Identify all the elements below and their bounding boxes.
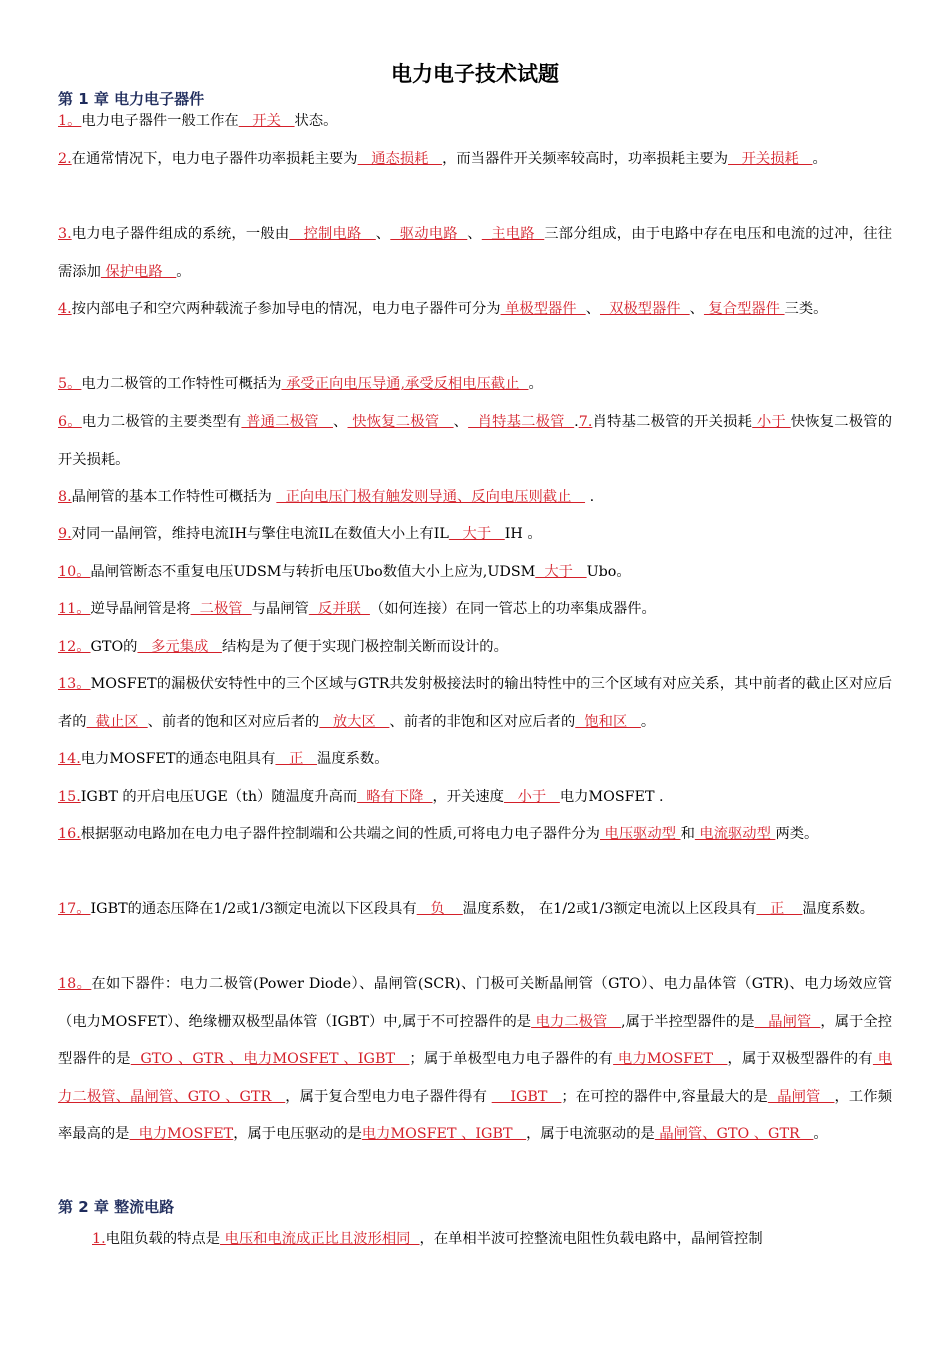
question-text: ，属于电流驱动的是 [526, 1126, 655, 1142]
question-text: 电阻负载的特点是 [105, 1231, 221, 1247]
question-number: 2. [58, 151, 72, 167]
question-text: 快恢复二极管的开关损耗。 [58, 414, 893, 468]
question-item [58, 779, 892, 817]
question-text: 电力电子器件组成的系统，一般由 [71, 226, 290, 242]
answer-blank: 正 [756, 901, 803, 917]
question-text: 温度系数。 [317, 751, 389, 767]
answer-blank: 略有下降 [357, 789, 433, 805]
question-text: MOSFET的漏极伏安特性中的三个区域与GTR共发射极接法时的输出特性中的三个区域有对应关系，其中前者的截止区对应后者的 [58, 676, 892, 730]
question-text: IH 。 [504, 526, 542, 542]
question-text: ；属于单极型电力电子器件的有 [409, 1051, 614, 1067]
answer-blank: 晶闸管 [754, 1013, 821, 1030]
answer-blank: 负 [416, 901, 463, 917]
question-item [58, 816, 892, 854]
question-text: 两类。 [775, 826, 819, 842]
question-text: GTO的 [90, 639, 138, 655]
question-text: 在通常情况下，电力电子器件功率损耗主要为 [71, 151, 358, 167]
chapter-heading-2: 第 2 章 整流电路 [58, 1198, 175, 1216]
answer-blank: 截止区 [86, 713, 148, 730]
question-text: ；在可控的器件中,容量最大的是 [561, 1088, 768, 1105]
answer-blank: 正向电压门极有触发则导通、反向电压则截止 [276, 489, 586, 505]
question-text: 电力二极管的主要类型有 [81, 414, 242, 430]
question-item [58, 629, 892, 667]
question-text: 肖特基二极管的开关损耗 [592, 414, 753, 430]
answer-blank: 双极型器件 [599, 301, 690, 317]
question-text: 。 [813, 1126, 828, 1142]
question-text: 电力MOSFET的通态电阻具有 [80, 751, 276, 767]
question-item [58, 479, 892, 517]
question-number: 15. [58, 789, 81, 805]
answer-blank: 小于 [503, 789, 560, 805]
question-text: 三部分组成，由于电路中存在电压和电流的过冲，往往需添加 [58, 226, 893, 280]
question-text: 、 [467, 226, 482, 242]
question-text: 、 [375, 226, 391, 242]
question-item [58, 741, 892, 779]
question-item [58, 366, 892, 404]
question-text: 、 [689, 301, 704, 317]
answer-blank: GTO 、GTR 、电力MOSFET 、IGBT [130, 1051, 410, 1067]
question-text: ，属于电压驱动的是 [233, 1126, 362, 1142]
answer-blank: 开关 [238, 113, 295, 129]
question-item [58, 404, 892, 479]
answer-blank: 反并联 [308, 601, 370, 617]
question-number: 1。 [58, 113, 82, 129]
answer-blank: 单极型器件 [500, 301, 586, 317]
question-text: 按内部电子和空穴两种载流子参加导电的情况，电力电子器件可分为 [71, 301, 501, 317]
question-text: ，而当器件开关频率较高时，功率损耗主要为 [442, 151, 728, 167]
question-text: 、 [332, 414, 348, 430]
answer-blank: 快恢复二极管 [347, 414, 454, 430]
question-text: （如何连接）在同一管芯上的功率集成器件。 [369, 601, 656, 617]
question-number: 10。 [58, 564, 91, 580]
question-number: 4. [58, 301, 72, 317]
answer-blank: 电力二极管、晶闸管、GTO 、GTR [58, 1051, 893, 1105]
answer-blank: 电压和电流成正比且波形相同 [220, 1231, 420, 1247]
question-text: 。 [812, 151, 827, 167]
question-item [58, 554, 892, 592]
answer-blank: 保护电路 [100, 263, 177, 280]
question-item [58, 966, 892, 1154]
question-text: 晶闸管断态不重复电压UDSM与转折电压Ubo数值大小上应为,UDSM [90, 564, 536, 580]
question-text: 。 [640, 713, 656, 730]
question-number: 11。 [58, 601, 91, 617]
question-text: 逆导晶闸管是将 [90, 601, 191, 617]
answer-blank: 通态损耗 [357, 151, 443, 167]
answer-blank: 大于 [535, 564, 587, 580]
answer-blank: 电力MOSFET [613, 1051, 728, 1067]
question-text: 。 [176, 263, 191, 280]
question-text: 电力电子器件一般工作在 [81, 113, 239, 129]
answer-blank: 大于 [448, 526, 505, 542]
question-text: 状态。 [294, 113, 338, 129]
question-text: . [574, 414, 579, 430]
question-number: 18。 [58, 976, 92, 992]
question-number: 3. [58, 226, 72, 242]
question-text: 。 [528, 376, 543, 392]
answer-blank: 饱和区 [575, 713, 641, 730]
answer-blank: 驱动电路 [390, 226, 468, 242]
question-text: 、 [453, 414, 469, 430]
answer-blank: 普通二极管 [241, 414, 333, 430]
question-text: 电力二极管的工作特性可概括为 [81, 376, 282, 392]
question-number: 16. [58, 826, 81, 842]
question-text: 温度系数， 在1/2或1/3额定电流以上区段具有 [462, 901, 757, 917]
question-text: ，工作频率最高的是 [58, 1088, 892, 1142]
question-number: 9. [58, 526, 72, 542]
question-text: 在如下器件：电力二极管(Power Diode）、晶闸管(SCR)、门极可关断晶闸管（GTO）、电力晶体管（GTR)、电力场效应管（电力MOSFET）、绝缘栅双极型晶体管（IGBT）中,属于不可控器件的是 [58, 976, 892, 1030]
question-text: IGBT 的开启电压UGE（th）随温度升高而 [80, 789, 358, 805]
answer-blank: 电力MOSFET 、IGBT [361, 1126, 527, 1142]
question-number: 1. [92, 1231, 106, 1247]
question-text: 根据驱动电路加在电力电子器件控制端和公共端之间的性质,可将电力电子器件分为 [80, 826, 600, 842]
question-text: 、前者的非饱和区对应后者的 [389, 713, 576, 730]
question-text: IGBT的通态压降在1/2或1/3额定电流以下区段具有 [90, 901, 417, 917]
question-text: 电力MOSFET . [559, 789, 664, 805]
answer-blank: 复合型器件 [703, 301, 785, 317]
question-number: 13。 [58, 676, 91, 692]
question-text: 对同一晶闸管，维持电流IH与擎住电流IL在数值大小上有IL [71, 526, 449, 542]
answer-blank: 晶闸管、GTO 、GTR [654, 1126, 814, 1142]
answer-blank: 电力二极管 [531, 1013, 622, 1030]
question-number: 17。 [58, 901, 91, 917]
answer-blank: 正 [275, 751, 318, 767]
answer-blank: 小于 [752, 414, 791, 430]
question-text: 三类。 [784, 301, 828, 317]
question-text: ，在单相半波可控整流电阻性负载电路中，晶闸管控制 [419, 1231, 763, 1247]
answer-blank: 控制电路 [289, 226, 376, 242]
question-text: 和 [680, 826, 695, 842]
answer-blank: 电压驱动型 [599, 826, 681, 842]
answer-blank: 多元集成 [137, 639, 222, 655]
answer-blank: 放大区 [319, 713, 390, 730]
question-item [58, 216, 892, 291]
answer-blank: 承受正向电压导通,承受反相电压截止 [281, 376, 529, 392]
question-number: 14. [58, 751, 81, 767]
question-text: 、前者的饱和区对应后者的 [147, 713, 320, 730]
question-text: Ubo。 [586, 564, 631, 580]
question-item [58, 1221, 892, 1259]
question-text: 结构是为了便于实现门极控制关断而设计的。 [221, 639, 508, 655]
question-text: 与晶闸管 [251, 601, 309, 617]
page-title: 电力电子技术试题 [391, 62, 559, 86]
question-number: 8. [58, 489, 72, 505]
answer-blank: 晶闸管 [767, 1088, 835, 1105]
question-text: 温度系数。 [802, 901, 874, 917]
chapter-heading-1: 第 1 章 电力电子器件 [58, 90, 205, 108]
question-number: 12。 [58, 639, 91, 655]
question-text: . [585, 489, 595, 505]
answer-blank: IGBT [491, 1088, 562, 1105]
question-text: ,属于半控型器件的是 [621, 1013, 755, 1030]
answer-blank: 主电路 [481, 226, 545, 242]
question-text: 晶闸管的基本工作特性可概括为 [71, 489, 277, 505]
question-item [58, 591, 892, 629]
question-item [58, 891, 892, 929]
question-item [58, 291, 892, 329]
answer-blank: 开关损耗 [728, 151, 813, 167]
question-item [58, 666, 892, 741]
question-text: ，属于复合型电力电子器件得有 [285, 1088, 492, 1105]
answer-blank: 电力MOSFET [129, 1126, 234, 1142]
question-item [58, 516, 892, 554]
question-number: 7. [578, 414, 593, 430]
question-item [58, 103, 892, 141]
question-number: 5。 [58, 376, 82, 392]
answer-blank: 二极管 [190, 601, 252, 617]
answer-blank: 电流驱动型 [694, 826, 776, 842]
question-text: 、 [585, 301, 600, 317]
question-item [58, 141, 892, 179]
question-text: ，属于全控型器件的是 [58, 1013, 892, 1067]
question-text: ，属于双极型器件的有 [727, 1051, 873, 1067]
question-text: ，开关速度 [432, 789, 504, 805]
answer-blank: 肖特基二极管 [468, 414, 575, 430]
question-number: 6。 [58, 414, 82, 430]
